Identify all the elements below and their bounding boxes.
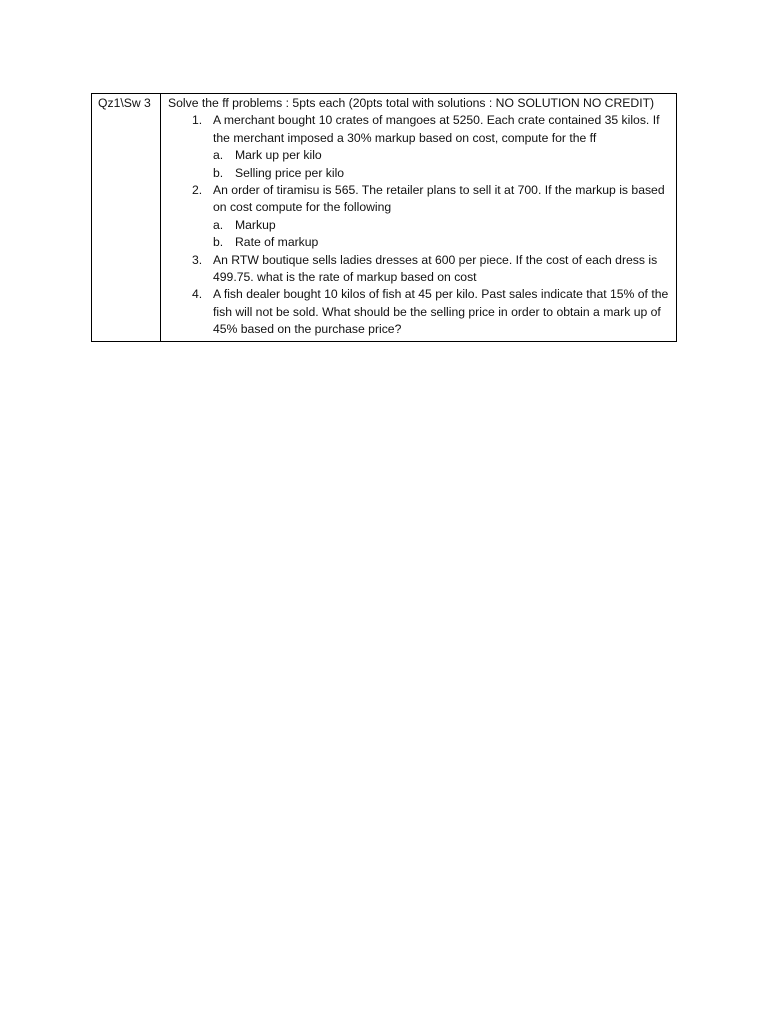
- problem-text: A fish dealer bought 10 kilos of fish at 45 per kilo. Past sales indicate that 15% of the fish will not be sold. What should be the selling price in order to obtain a mark up of 45% based on the purchase price?: [213, 287, 669, 337]
- problem-item: [168, 286, 672, 338]
- problem-number: 4.: [192, 287, 203, 302]
- quiz-heading: Solve the ff problems : 5pts each (20pts total with solutions : NO SOLUTION NO CREDIT): [168, 96, 655, 110]
- subitem-letter: b.: [213, 165, 224, 180]
- subitem-letter: a.: [213, 148, 224, 163]
- problem-number: 2.: [192, 183, 203, 198]
- subitem-text: Markup: [235, 217, 276, 232]
- problem-number: 1.: [192, 113, 203, 128]
- problem-text: An order of tiramisu is 565. The retailer plans to sell it at 700. If the markup is based on cost compute for the following: [213, 183, 665, 215]
- subitem: [213, 217, 672, 234]
- subitem-letter: b.: [213, 235, 224, 250]
- problem-item: [168, 252, 672, 287]
- subitem-text: Selling price per kilo: [235, 165, 345, 180]
- problem-item: [168, 182, 672, 252]
- subitem-letter: a.: [213, 217, 224, 232]
- quiz-table: [91, 93, 677, 342]
- subitem: [213, 165, 672, 182]
- problem-number: 3.: [192, 252, 203, 267]
- quiz-label: Qz1\Sw 3: [92, 94, 161, 342]
- subitem: [213, 147, 672, 164]
- subitem-text: Mark up per kilo: [235, 148, 322, 163]
- problem-list: [168, 112, 672, 338]
- problem-text: A merchant bought 10 crates of mangoes at 5250. Each crate contained 35 kilos. If the merchant imposed a 30% markup based on cost, compute for the ff: [213, 113, 660, 145]
- problem-text: An RTW boutique sells ladies dresses at 600 per piece. If the cost of each dress is 499.75. what is the rate of markup based on cost: [213, 252, 658, 285]
- problem-item: [168, 112, 672, 182]
- subitem-list: [213, 217, 672, 252]
- quiz-content: [161, 94, 677, 342]
- subitem-text: Rate of markup: [235, 235, 319, 250]
- quiz-row: [92, 94, 677, 342]
- subitem: [213, 234, 672, 251]
- subitem-list: [213, 147, 672, 182]
